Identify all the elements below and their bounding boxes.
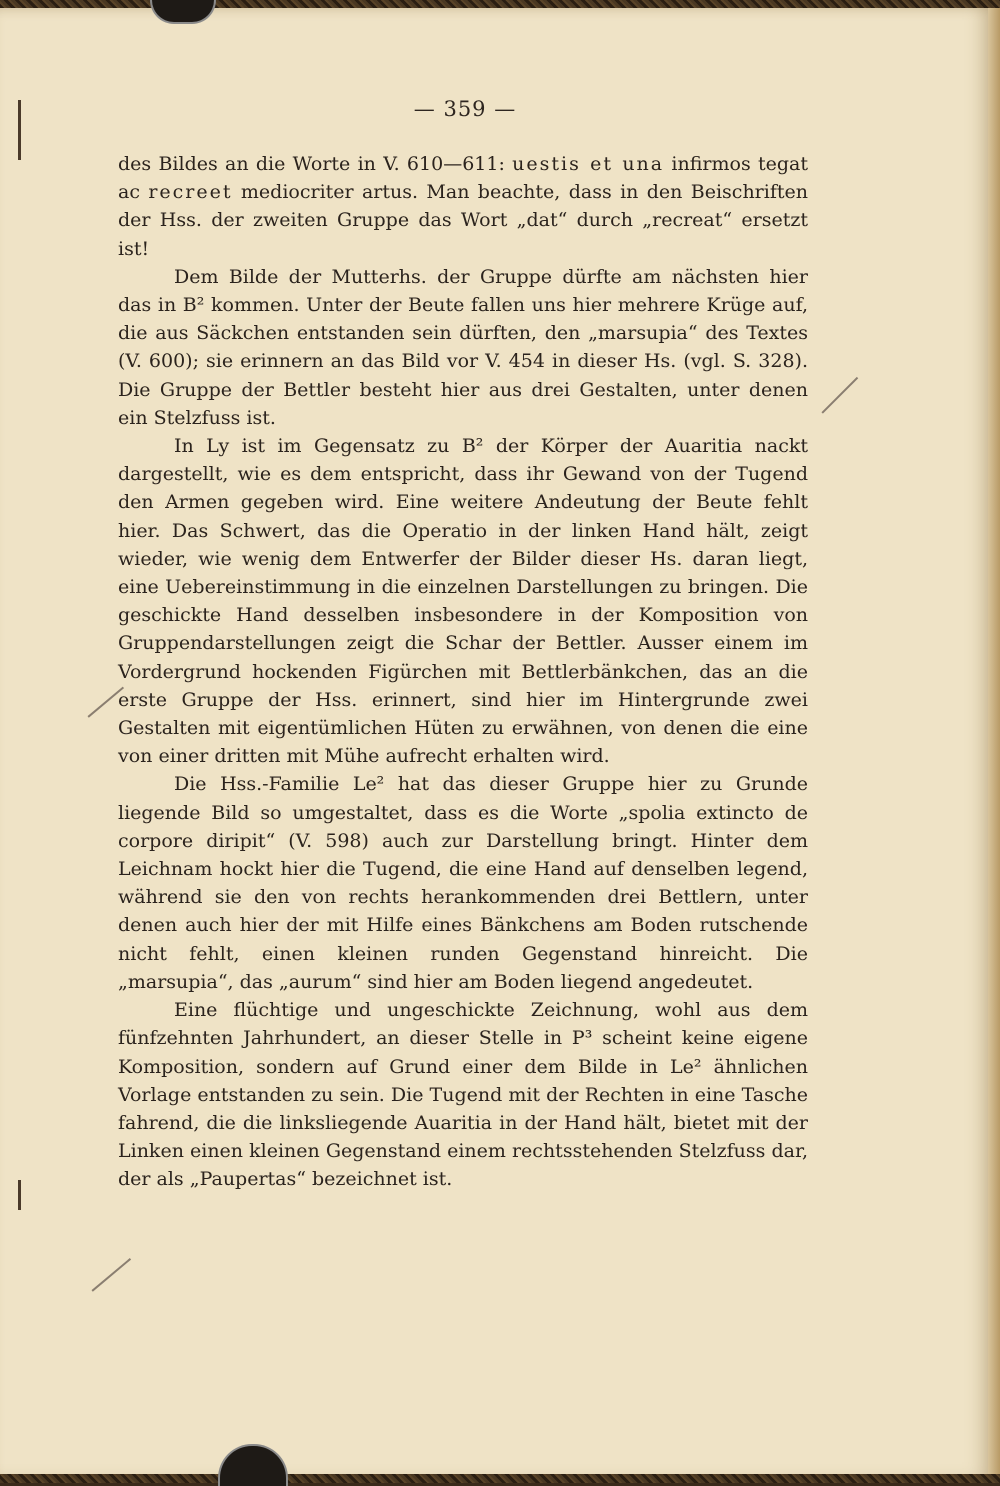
margin-mark-left-bottom bbox=[18, 1180, 21, 1210]
paragraph-5: Eine flüchtige und ungeschickte Zeichnung, wohl aus dem fünfzehnten Jahrhundert, an dieser Stelle in P³ scheint keine eigene Komposition, sondern auf Grund einer dem Bilde in Le² ähnlichen Vorlage entstanden zu sein. Die Tugend mit der Rechten in eine Tasche fahrend, die die linksliegende Auaritia in der Hand hält, bietet mit der Linken einen kleinen Gegenstand einem rechtsstehenden Stelzfuss dar, der als „Paupertas“ bezeichnet ist. bbox=[118, 999, 808, 1191]
paragraph-1-text-before: des Bildes an die Worte in V. 610—611: bbox=[118, 153, 513, 175]
paragraph-4: Die Hss.-Familie Le² hat das dieser Gruppe hier zu Grunde liegende Bild so umgestaltet, dass es die Worte „spolia extincto de corpore diripit“ (V. 598) auch zur Darstellung bringt. Hinter dem Leichnam hockt hier die Tugend, die eine Hand auf denselben legend, während sie den von rechts herankommenden drei Bettlern, unter denen auch hier der mit Hilfe eines Bänkchens am Boden rutschende nicht fehlt, einen kleinen runden Gegenstand hinreicht. Die „marsupia“, das „aurum“ sind hier am Boden liegend angedeutet. bbox=[118, 773, 808, 993]
paragraph-3: In Ly ist im Gegensatz zu B² der Körper der Auaritia nackt dargestellt, wie es dem entspricht, dass ihr Gewand von der Tugend den Armen gegeben wird. Eine weitere Andeutung der Beute fehlt hier. Das Schwert, das die Operatio in der linken Hand hält, zeigt wieder, wie wenig dem Entwerfer der Bilder dieser Hs. daran liegt, eine Uebereinstimmung in die einzelnen Darstellungen zu bringen. Die geschickte Hand desselben insbesondere in der Komposition von Gruppendarstellungen zeigt die Schar der Bettler. Ausser einem im Vordergrund hockenden Figürchen mit Bettlerbänkchen, das an die erste Gruppe der Hss. erinnert, sind hier im Hintergrunde zwei Gestalten mit eigentümlichen Hüten zu erwähnen, von denen die eine von einer dritten mit Mühe aufrecht erhalten wird. bbox=[118, 435, 808, 768]
main-text bbox=[118, 150, 808, 1194]
paragraph-1-text-mid: infirmos tegat ac bbox=[118, 153, 808, 204]
page-number: — 359 — bbox=[413, 97, 517, 121]
paragraph-2: Dem Bilde der Mutterhs. der Gruppe dürfte am nächsten hier das in B² kommen. Unter der Beute fallen uns hier mehrere Krüge auf, die aus Säckchen entstanden sein dürften, den „marsupia“ des Textes (V. 600); sie erinnern an das Bild vor V. 454 in dieser Hs. (vgl. S. 328). Die Gruppe der Bettler besteht hier aus drei Gestalten, unter denen ein Stelzfuss ist. bbox=[118, 265, 808, 429]
paragraph-1-latin-1: uestis et una bbox=[512, 153, 665, 175]
paragraph-1-latin-2: recreet bbox=[148, 181, 233, 204]
page-edge bbox=[988, 8, 1000, 1474]
paragraph-1 bbox=[118, 150, 808, 263]
paragraph-1-text-after: mediocriter artus. Man beachte, dass in den Beischriften der Hss. der zweiten Gruppe das Wort „dat“ durch „recreat“ ersetzt ist! bbox=[118, 181, 808, 260]
